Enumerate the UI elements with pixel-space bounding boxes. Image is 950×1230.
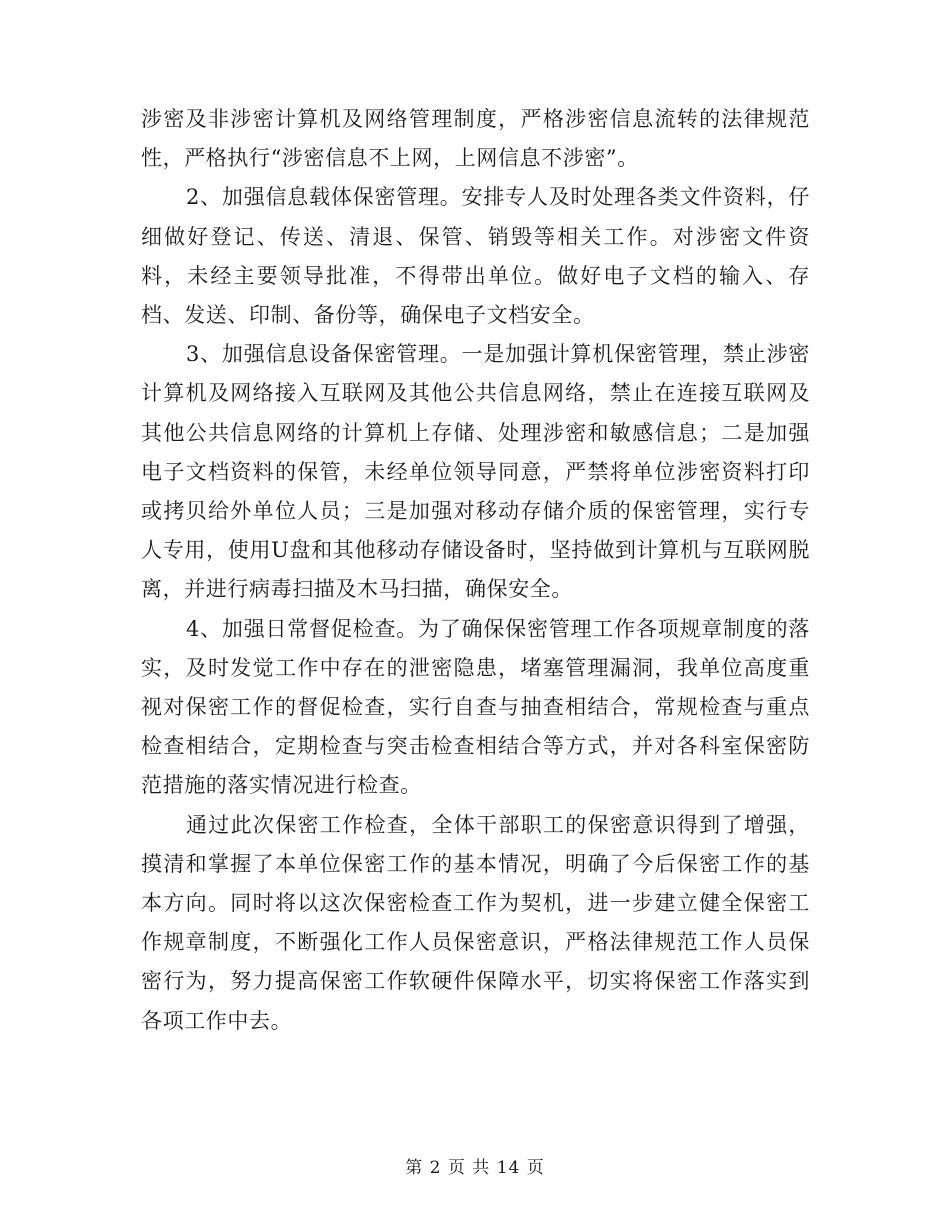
paragraph-item-4: 4、加强日常督促检查。为了确保保密管理工作各项规章制度的落实，及时发觉工作中存在的泄密隐患，堵塞管理漏洞，我单位高度重视对保密工作的督促检查，实行自查与抽查相结合，常规检查与重点检查相结合，定期检查与突击检查相结合等方式，并对各科室保密防范措施的落实情况进行检查。 xyxy=(141,616,810,798)
paragraph-item-3: 3、加强信息设备保密管理。一是加强计算机保密管理，禁止涉密计算机及网络接入互联网及其他公共信息网络，禁止在连接互联网及其他公共信息网络的计算机上存储、处理涉密和敏感信息；二是加强电子文档资料的保管，未经单位领导同意，严禁将单位涉密资料打印或拷贝给外单位人员；三是加强对移动存储介质的保密管理，实行专人专用，使用U盘和其他移动存储设备时，坚持做到计算机与互联网脱离，并进行病毒扫描及木马扫描，确保安全。 xyxy=(141,342,810,602)
paragraph-continuation: 涉密及非涉密计算机及网络管理制度，严格涉密信息流转的法律规范性，严格执行“涉密信息不上网，上网信息不涉密”。 xyxy=(141,107,810,171)
document-body xyxy=(141,100,810,1041)
paragraph-conclusion: 通过此次保密工作检查，全体干部职工的保密意识得到了增强，摸清和掌握了本单位保密工作的基本情况，明确了今后保密工作的基本方向。同时将以这次保密检查工作为契机，进一步建立健全保密工作规章制度，不断强化工作人员保密意识，严格法律规范工作人员保密行为，努力提高保密工作软硬件保障水平，切实将保密工作落实到各项工作中去。 xyxy=(141,812,810,1033)
page-number: 第 2 页 共 14 页 xyxy=(405,1158,545,1178)
paragraph-item-2: 2、加强信息载体保密管理。安排专人及时处理各类文件资料，仔细做好登记、传送、清退、保管、销毁等相关工作。对涉密文件资料，未经主要领导批准，不得带出单位。做好电子文档的输入、存档、发送、印制、备份等，确保电子文档安全。 xyxy=(141,185,810,328)
